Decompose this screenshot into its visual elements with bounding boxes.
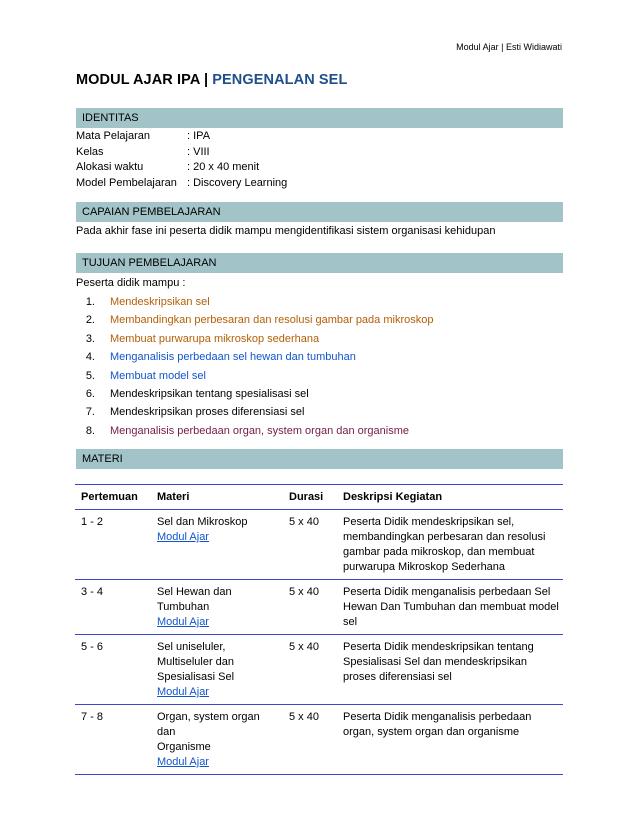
materi-topic-line: Organ, system organ dan — [157, 711, 260, 738]
cell-pertemuan: 1 - 2 — [81, 516, 104, 528]
cell-deskripsi: Peserta Didik mendeskripsikan sel, membandingkan perbesaran dan resolusi gambar pada mikroskop, dan membuat purwarupa Mikroskop Sederhana — [343, 516, 546, 573]
list-item-text: Membuat purwarupa mikroskop sederhana — [110, 332, 320, 345]
cell-durasi: 5 x 40 — [289, 641, 319, 653]
modul-ajar-link[interactable]: Modul Ajar — [157, 616, 209, 628]
table-header-row — [75, 485, 563, 510]
tujuan-list — [76, 295, 433, 442]
cell-pertemuan: 7 - 8 — [81, 711, 104, 723]
column-header-durasi: Durasi — [289, 490, 324, 503]
cell-durasi: 5 x 40 — [289, 586, 319, 598]
modul-ajar-link[interactable]: Modul Ajar — [157, 756, 209, 768]
materi-topic-line: Multiseluler dan — [157, 656, 235, 668]
identitas-value: : VIII — [187, 145, 210, 158]
tujuan-intro: Peserta didik mampu : — [76, 277, 186, 289]
cell-materi — [151, 580, 283, 635]
title-accent: PENGENALAN SEL — [212, 72, 348, 88]
cell-materi — [151, 705, 283, 775]
list-item-number: 2. — [85, 314, 95, 327]
list-item-number: 7. — [85, 406, 95, 419]
list-item-number: 8. — [85, 424, 95, 437]
capaian-text: Pada akhir fase ini peserta didik mampu mengidentifikasi sistem organisasi kehidupan — [76, 225, 496, 237]
list-item-text: Mendeskripsikan sel — [110, 296, 210, 308]
list-item-number: 4. — [85, 351, 95, 364]
list-item-text: Membuat model sel — [110, 369, 206, 382]
table-row — [75, 510, 563, 580]
materi-table — [75, 484, 563, 775]
identitas-label: Alokasi waktu — [76, 161, 144, 173]
table-row — [75, 635, 563, 705]
identitas-row — [76, 145, 287, 161]
materi-topic-line: Organisme — [157, 741, 211, 753]
title-prefix: MODUL AJAR IPA | — [76, 72, 213, 88]
identitas-row — [76, 176, 287, 192]
cell-materi — [151, 635, 283, 705]
identitas-label: Mata Pelajaran — [76, 130, 150, 142]
materi-topic-line: Sel uniseluler, — [157, 641, 226, 653]
cell-materi — [151, 510, 283, 580]
list-item — [76, 405, 433, 423]
identitas-value: : 20 x 40 menit — [187, 161, 260, 173]
materi-topic-line: Sel Hewan dan — [157, 586, 232, 598]
list-item — [76, 313, 433, 331]
column-header-materi: Materi — [157, 490, 190, 503]
cell-pertemuan: 3 - 4 — [81, 586, 104, 598]
list-item — [76, 387, 433, 405]
cell-pertemuan: 5 - 6 — [81, 641, 104, 653]
list-item-text: Mendeskripsikan tentang spesialisasi sel — [110, 387, 309, 400]
list-item — [76, 424, 433, 442]
section-heading-materi: MATERI — [76, 449, 563, 469]
section-heading-tujuan: TUJUAN PEMBELAJARAN — [76, 253, 563, 273]
cell-deskripsi: Peserta Didik mendeskripsikan tentang Spesialisasi Sel dan mendeskripsikan proses diferensiasi sel — [343, 641, 534, 683]
identitas-row — [76, 129, 287, 145]
identitas-label: Kelas — [76, 145, 104, 158]
running-header: Modul Ajar | Esti Widiawati — [456, 42, 562, 52]
list-item — [76, 332, 433, 350]
list-item-text: Mendeskripsikan proses diferensiasi sel — [110, 406, 305, 419]
materi-topic-line: Spesialisasi Sel — [157, 671, 235, 683]
column-header-pertemuan: Pertemuan — [81, 490, 138, 503]
materi-topic-line: Sel dan Mikroskop — [157, 516, 248, 528]
materi-topic-line: Tumbuhan — [157, 601, 210, 613]
identitas-list — [76, 129, 287, 191]
list-item — [76, 295, 433, 313]
cell-deskripsi: Peserta Didik menganalisis perbedaan Sel Hewan Dan Tumbuhan dan membuat model sel — [343, 586, 559, 628]
table-row — [75, 705, 563, 775]
cell-durasi: 5 x 40 — [289, 516, 319, 528]
list-item — [76, 369, 433, 387]
cell-deskripsi: Peserta Didik menganalisis perbedaan organ, system organ dan organisme — [343, 711, 532, 738]
identitas-row — [76, 160, 287, 176]
cell-durasi: 5 x 40 — [289, 711, 319, 723]
identitas-value: : Discovery Learning — [187, 176, 288, 189]
section-heading-capaian: CAPAIAN PEMBELAJARAN — [76, 202, 563, 222]
list-item-number: 5. — [85, 369, 95, 382]
list-item-number: 1. — [85, 296, 95, 308]
list-item-text: Membandingkan perbesaran dan resolusi gambar pada mikroskop — [110, 314, 434, 327]
list-item-number: 3. — [85, 332, 95, 345]
section-heading-identitas: IDENTITAS — [76, 108, 563, 128]
document-title — [76, 72, 347, 88]
modul-ajar-link[interactable]: Modul Ajar — [157, 686, 209, 698]
list-item-text: Menganalisis perbedaan organ, system organ dan organisme — [110, 424, 410, 437]
table-body — [75, 510, 563, 775]
list-item-text: Menganalisis perbedaan sel hewan dan tumbuhan — [110, 351, 356, 364]
column-header-deskripsi: Deskripsi Kegiatan — [343, 490, 443, 503]
modul-ajar-link[interactable]: Modul Ajar — [157, 531, 209, 543]
table-row — [75, 580, 563, 635]
identitas-value: : IPA — [187, 130, 211, 142]
identitas-label: Model Pembelajaran — [76, 176, 177, 189]
list-item-number: 6. — [85, 387, 95, 400]
list-item — [76, 350, 433, 368]
